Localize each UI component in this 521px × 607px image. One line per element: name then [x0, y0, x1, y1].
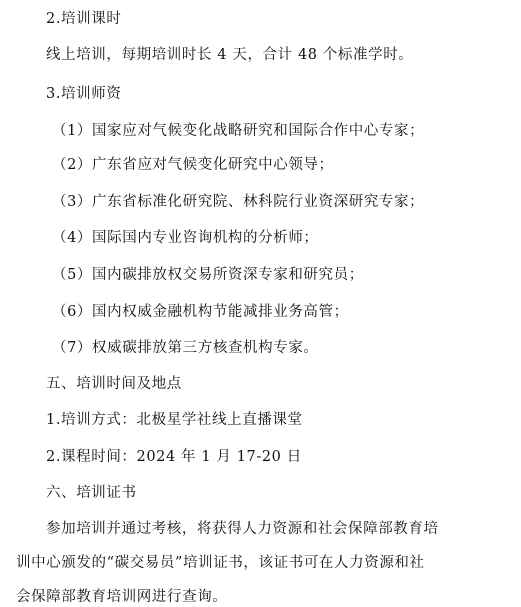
certificate-paragraph-line: 参加培训并通过考核，将获得人力资源和社会保障部教育培 — [46, 521, 439, 537]
faculty-item: （4）国际国内专业咨询机构的分析师； — [52, 230, 319, 246]
section-heading-certificate: 六、培训证书 — [46, 485, 137, 501]
section-heading-time-place: 五、培训时间及地点 — [46, 376, 182, 392]
training-hours-text: 线上培训，每期培训时长 4 天，合计 48 个标准学时。 — [46, 47, 414, 63]
section-heading-faculty: 3.培训师资 — [46, 86, 122, 102]
faculty-item: （6）国内权威金融机构节能减排业务高管； — [52, 304, 349, 320]
faculty-item: （2）广东省应对气候变化研究中心领导； — [52, 157, 334, 173]
faculty-item: （7）权威碳排放第三方核查机构专家。 — [52, 340, 319, 356]
certificate-paragraph-line: 训中心颁发的“碳交易员”培训证书，该证书可在人力资源和社 — [16, 555, 425, 571]
course-schedule-text: 2.课程时间：2024 年 1 月 17-20 日 — [46, 449, 302, 465]
faculty-item: （3）广东省标准化研究院、林科院行业资深研究专家； — [52, 194, 425, 210]
training-method-text: 1.培训方式：北极星学社线上直播课堂 — [46, 412, 303, 428]
faculty-item: （1）国家应对气候变化战略研究和国际合作中心专家； — [52, 123, 425, 139]
section-heading-training-hours: 2.培训课时 — [46, 11, 122, 27]
faculty-item: （5）国内碳排放权交易所资深专家和研究员； — [52, 267, 364, 283]
certificate-paragraph-line: 会保障部教育培训网进行查询。 — [16, 589, 228, 605]
